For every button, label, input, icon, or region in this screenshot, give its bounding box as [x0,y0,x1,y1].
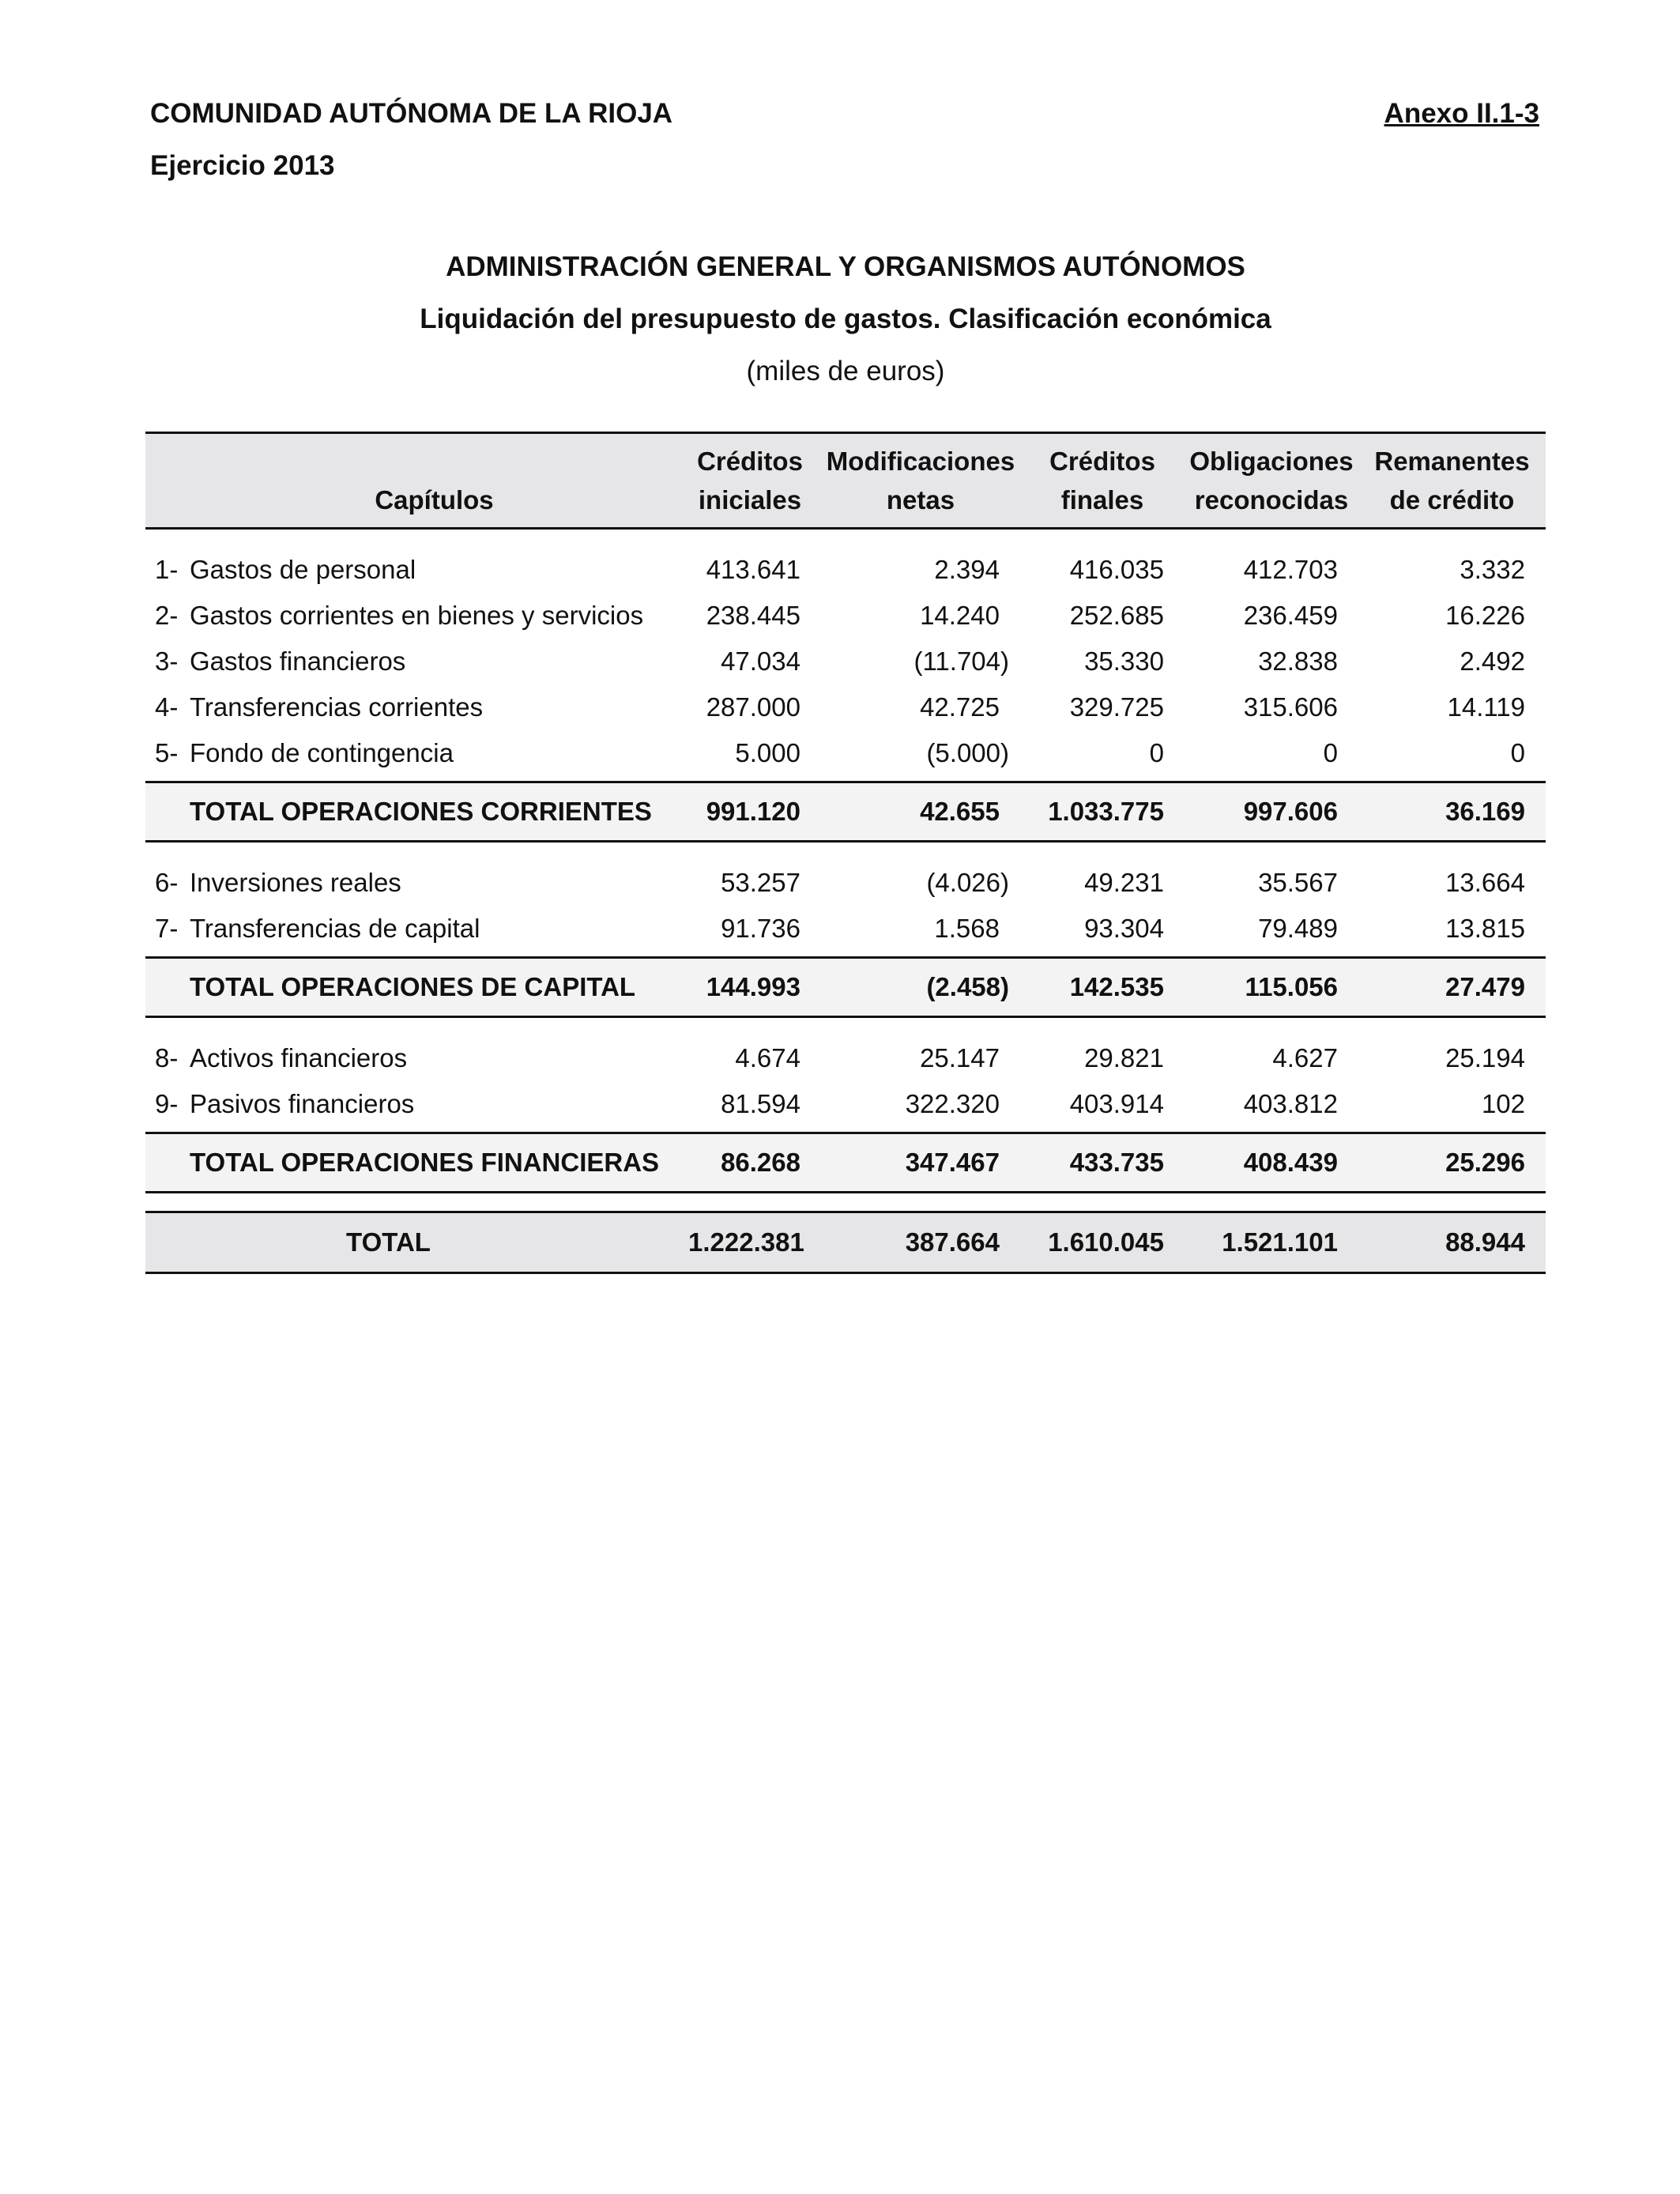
table-row [145,730,1546,782]
cell-creditos-iniciales: 144.993 [679,958,821,1017]
cell-obligaciones: 32.838 [1258,647,1338,676]
subtotal-row-corrientes [145,782,1546,842]
cell-creditos-finales: 29.821 [1084,1043,1164,1072]
cell-creditos-finales: 403.914 [1069,1089,1164,1118]
row-label: Gastos financieros [190,647,406,676]
cell-creditos-iniciales: 81.594 [721,1089,800,1118]
cell-obligaciones: 403.812 [1243,1089,1338,1118]
cell-creditos-finales: 93.304 [1084,914,1164,943]
cell-obligaciones: 0 [1323,738,1338,767]
row-code: 2- [155,601,179,630]
table-row [145,1017,1546,1082]
cell-creditos-finales: 1.610.045 [1020,1212,1185,1273]
cell-creditos-finales: 433.735 [1020,1133,1185,1193]
subtotal-label: TOTAL OPERACIONES FINANCIERAS [145,1133,679,1193]
row-label: Inversiones reales [190,868,401,897]
cell-obligaciones: 115.056 [1185,958,1358,1017]
cell-creditos-iniciales: 413.641 [706,555,800,584]
cell-obligaciones: 1.521.101 [1185,1212,1358,1273]
cell-obligaciones: 408.439 [1185,1133,1358,1193]
cell-creditos-finales: 416.035 [1069,555,1164,584]
column-header-modificaciones-netas: Modificaciones netas [821,433,1020,529]
subtotal-label: TOTAL OPERACIONES CORRIENTES [145,782,679,842]
cell-remanentes: 0 [1510,738,1525,767]
table-row [145,684,1546,730]
row-code: 7- [155,914,179,943]
column-header-remanentes-de-credito: Remanentes de crédito [1358,433,1546,529]
cell-creditos-iniciales: 238.445 [706,601,800,630]
cell-creditos-iniciales: 991.120 [679,782,821,842]
annex-reference: Anexo II.1-3 [1384,98,1539,129]
row-code: 4- [155,692,179,722]
cell-remanentes: 25.194 [1445,1043,1525,1072]
cell-modificaciones: (5.000) [926,738,1009,767]
cell-creditos-finales: 142.535 [1020,958,1185,1017]
table-spacer [145,1193,1546,1212]
cell-remanentes: 13.815 [1445,914,1525,943]
cell-remanentes: 16.226 [1445,601,1525,630]
cell-obligaciones: 79.489 [1258,914,1338,943]
subtotal-label: TOTAL OPERACIONES DE CAPITAL [145,958,679,1017]
column-header-obligaciones-reconocidas: Obligaciones reconocidas [1185,433,1358,529]
cell-remanentes: 102 [1481,1089,1525,1118]
report-title: ADMINISTRACIÓN GENERAL Y ORGANISMOS AUTÓNOMOS [446,251,1245,282]
table-row [145,593,1546,639]
column-header-capitulos: Capítulos [145,433,679,529]
row-label: Transferencias de capital [190,914,480,943]
table-header-row [145,433,1546,529]
cell-creditos-iniciales: 53.257 [721,868,800,897]
cell-modificaciones: (2.458) [821,958,1020,1017]
cell-creditos-finales: 1.033.775 [1020,782,1185,842]
cell-remanentes: 27.479 [1358,958,1546,1017]
cell-modificaciones: (11.704) [913,647,1009,676]
cell-creditos-iniciales: 91.736 [721,914,800,943]
cell-obligaciones: 236.459 [1243,601,1338,630]
cell-remanentes: 14.119 [1447,692,1525,722]
report-units: (miles de euros) [746,356,945,386]
cell-remanentes: 36.169 [1358,782,1546,842]
cell-modificaciones: 2.394 [934,555,1000,584]
cell-creditos-iniciales: 4.674 [735,1043,800,1072]
cell-modificaciones: 347.467 [821,1133,1020,1193]
row-code: 6- [155,868,179,897]
report-subtitle: Liquidación del presupuesto de gastos. Clasificación económica [420,303,1271,334]
cell-creditos-iniciales: 86.268 [679,1133,821,1193]
grand-total-row [145,1212,1546,1273]
cell-modificaciones: 25.147 [920,1043,1000,1072]
row-code: 5- [155,738,179,767]
budget-table [145,432,1546,1274]
cell-obligaciones: 997.606 [1185,782,1358,842]
cell-modificaciones: 42.725 [920,692,1000,722]
cell-modificaciones: 322.320 [905,1089,1000,1118]
cell-creditos-iniciales: 287.000 [706,692,800,722]
row-label: Fondo de contingencia [190,738,454,767]
cell-creditos-iniciales: 47.034 [721,647,800,676]
row-code: 8- [155,1043,179,1072]
cell-remanentes: 2.492 [1460,647,1525,676]
table-row [145,1081,1546,1133]
row-label: Gastos de personal [190,555,416,584]
subtotal-row-capital [145,958,1546,1017]
cell-creditos-finales: 252.685 [1069,601,1164,630]
cell-obligaciones: 315.606 [1243,692,1338,722]
cell-modificaciones: 1.568 [934,914,1000,943]
cell-obligaciones: 35.567 [1258,868,1338,897]
fiscal-year: Ejercicio 2013 [150,150,335,181]
cell-creditos-iniciales: 5.000 [735,738,800,767]
row-label: Activos financieros [190,1043,408,1072]
row-code: 9- [155,1089,179,1118]
table-row [145,842,1546,907]
cell-modificaciones: 14.240 [920,601,1000,630]
cell-creditos-finales: 49.231 [1084,868,1164,897]
table-row [145,529,1546,594]
column-header-creditos-iniciales: Créditos iniciales [679,433,821,529]
cell-creditos-finales: 329.725 [1069,692,1164,722]
row-label: Pasivos financieros [190,1089,415,1118]
organization-name: COMUNIDAD AUTÓNOMA DE LA RIOJA [150,98,673,129]
cell-creditos-finales: 35.330 [1084,647,1164,676]
cell-modificaciones: (4.026) [926,868,1009,897]
cell-remanentes: 3.332 [1460,555,1525,584]
cell-obligaciones: 412.703 [1243,555,1338,584]
row-code: 1- [155,555,179,584]
cell-modificaciones: 387.664 [821,1212,1020,1273]
row-label: Transferencias corrientes [190,692,484,722]
grand-total-label: TOTAL [145,1212,679,1273]
cell-remanentes: 25.296 [1358,1133,1546,1193]
row-code: 3- [155,647,179,676]
table-row [145,906,1546,958]
cell-modificaciones: 42.655 [821,782,1020,842]
cell-remanentes: 13.664 [1445,868,1525,897]
cell-remanentes: 88.944 [1358,1212,1546,1273]
table-row [145,639,1546,684]
cell-obligaciones: 4.627 [1272,1043,1338,1072]
column-header-creditos-finales: Créditos finales [1020,433,1185,529]
cell-creditos-finales: 0 [1149,738,1164,767]
row-label: Gastos corrientes en bienes y servicios [190,601,644,630]
cell-creditos-iniciales: 1.222.381 [679,1212,821,1273]
subtotal-row-financieras [145,1133,1546,1193]
